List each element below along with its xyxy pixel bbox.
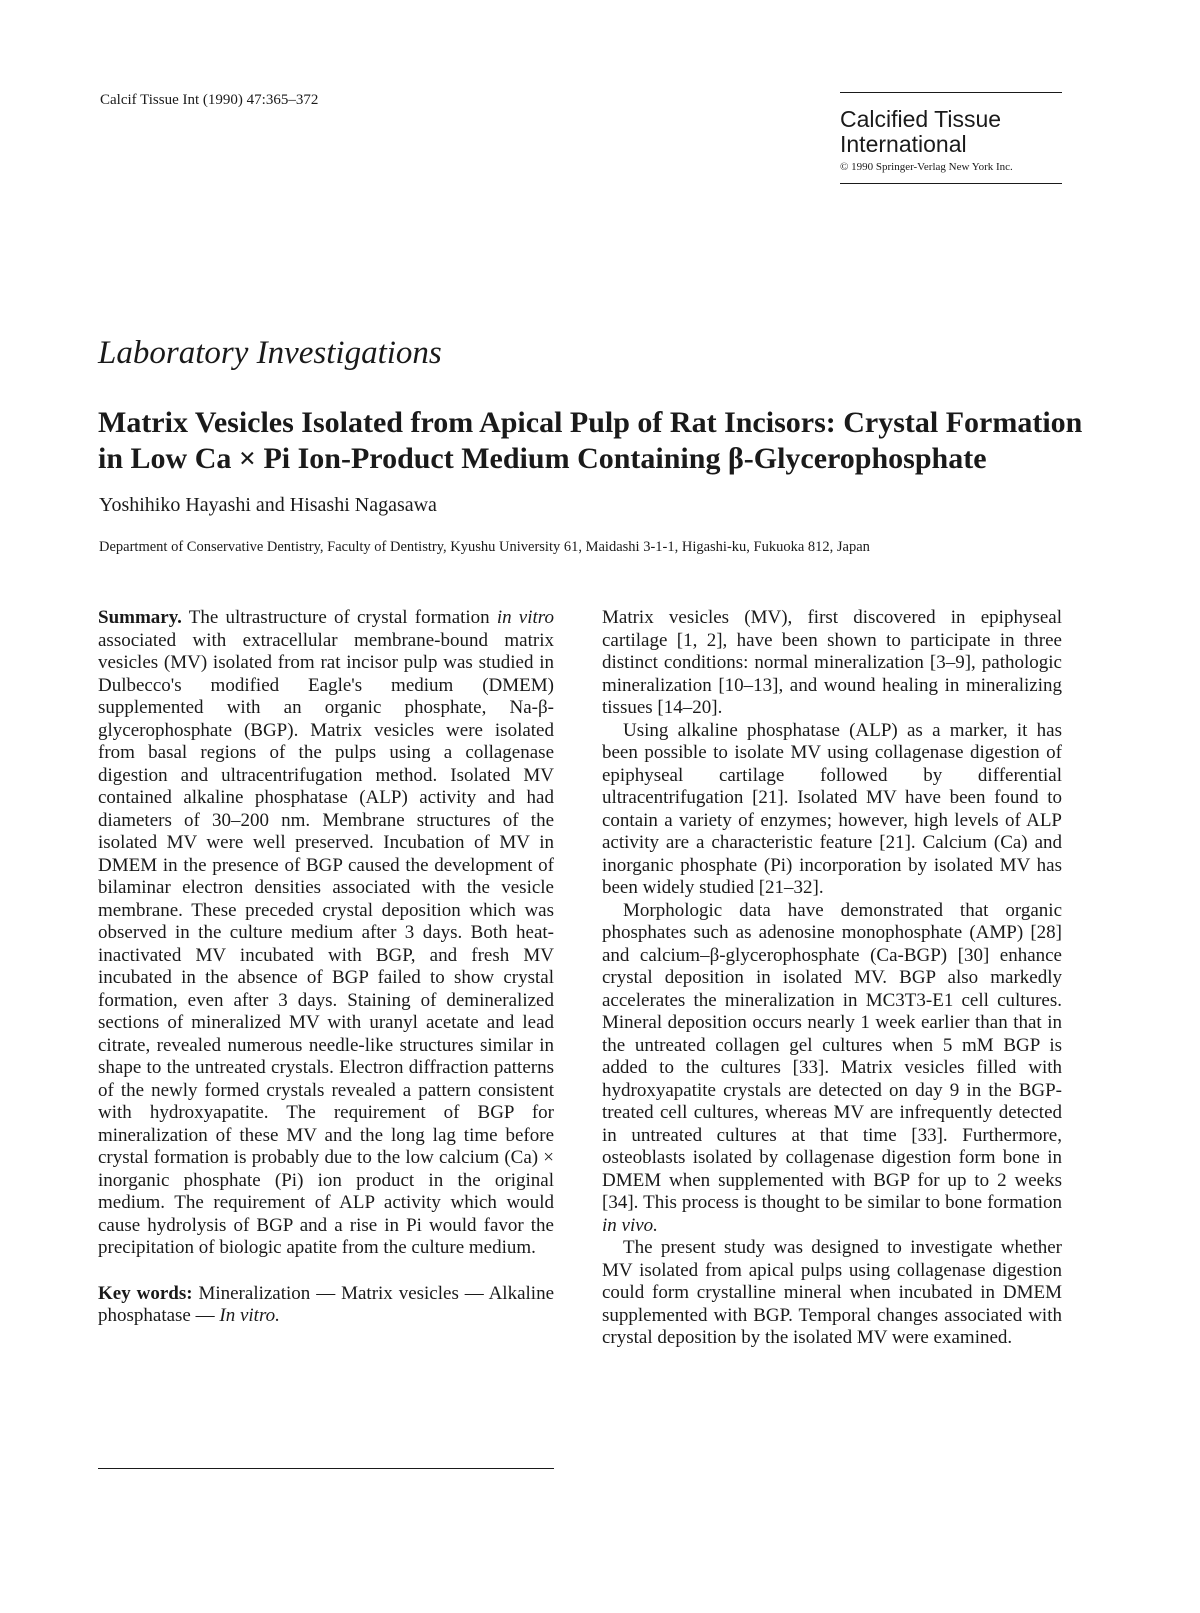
left-column: [98, 607, 554, 1328]
body-paragraph-2: Using alkaline phosphatase (ALP) as a marker, it has been possible to isolate MV using collagenase digestion of epiphyseal cartilage followed by differential ultracentrifugation [21]. Isolated MV have been found to contain a variety of enzymes; however, high levels of ALP activity are a characteristic feature [21]. Calcium (Ca) and inorganic phosphate (Pi) incorporation by isolated MV has been widely studied [21–32].: [602, 719, 1062, 898]
keywords-text-italic: In vitro.: [219, 1305, 280, 1326]
body-paragraph-3-text: Morphologic data have demonstrated that organic phosphates such as adenosine monophosphate (AMP) [28] and calcium–β-glycerophosphate (Ca-BGP) [30] enhance crystal deposition in isolated MV. BGP also markedly accelerates the mineralization in MC3T3-E1 cell cultures. Mineral deposition occurs nearly 1 week earlier than that in the untreated collagen gel cultures when 5 mM BGP is added to the cultures [33]. Matrix vesicles filled with hydroxyapatite crystals are detected on day 9 in the BGP-treated cell cultures, whereas MV are infrequently detected in untreated cultures at that time [33]. Furthermore, osteoblasts isolated by collagenase digestion form bone in DMEM when supplemented with BGP for up to 2 weeks [34]. This process is thought to be similar to bone formation: [602, 899, 1062, 1213]
journal-name: [840, 107, 1062, 157]
title-line1: Matrix Vesicles Isolated from Apical Pulp of Rat Incisors: Crystal Formation: [98, 406, 1083, 439]
masthead-bottom-rule: [840, 183, 1062, 184]
summary-text-italic: in vitro: [496, 607, 554, 628]
summary-paragraph: [98, 607, 554, 1260]
journal-masthead: [840, 92, 1062, 184]
body-paragraph-4: The present study was designed to investigate whether MV isolated from apical pulps using collagenase digestion could form crystalline mineral when incubated in DMEM supplemented with BGP. Temporal changes associated with crystal deposition by the isolated MV were examined.: [602, 1237, 1062, 1348]
article-title: [98, 405, 1098, 477]
title-line2: in Low Ca × Pi Ion-Product Medium Containing β-Glycerophosphate: [98, 442, 987, 475]
journal-citation: Calcif Tissue Int (1990) 47:365–372: [100, 92, 319, 108]
summary-text-a: The ultrastructure of crystal formation: [181, 607, 497, 628]
right-column: [602, 607, 1062, 1350]
footnote-rule: [98, 1468, 554, 1469]
journal-name-line2: International: [840, 131, 967, 157]
copyright-notice: © 1990 Springer-Verlag New York Inc.: [840, 161, 1013, 173]
masthead-top-rule: [840, 92, 1062, 93]
body-paragraph-3: [602, 900, 1062, 1238]
summary-text-b: associated with extracellular membrane-bound matrix vesicles (MV) isolated from rat incisor pulp was studied in Dulbecco's modified Eagle's medium (DMEM) supplemented with an organic phosphate, Na-β-glycerophosphate (BGP). Matrix vesicles were isolated from basal regions of the pulps using a collagenase digestion and ultracentrifugation method. Isolated MV contained alkaline phosphatase (ALP) activity and had diameters of 30–200 nm. Membrane structures of the isolated MV were well preserved. Incubation of MV in DMEM in the presence of BGP caused the development of bilaminar electron densities associated with the vesicle membrane. These preceded crystal deposition which was observed in the culture medium after 3 days. Both heat-inactivated MV incubated with BGP, and fresh MV incubated in the absence of BGP failed to show crystal formation, even after 3 days. Staining of demineralized sections of mineralized MV with uranyl acetate and lead citrate, revealed numerous needle-like structures similar in shape to the untreated crystals. Electron diffraction patterns of the newly formed crystals revealed a pattern consistent with hydroxyapatite. The requirement of BGP for mineralization of these MV and the long lag time before crystal formation is probably due to the low calcium (Ca) × inorganic phosphate (Pi) ion product in the original medium. The requirement of ALP activity which would cause hydrolysis of BGP and a rise in Pi would favor the precipitation of biologic apatite from the culture medium.: [98, 629, 554, 1258]
body-paragraph-1: Matrix vesicles (MV), first discovered in epiphyseal cartilage [1, 2], have been shown to participate in three distinct conditions: normal mineralization [3–9], pathologic mineralization [10–13], and wound healing in mineralizing tissues [14–20].: [602, 607, 1062, 718]
keywords-paragraph: [98, 1283, 554, 1328]
authors: Yoshihiko Hayashi and Hisashi Nagasawa: [99, 494, 437, 516]
affiliation: Department of Conservative Dentistry, Faculty of Dentistry, Kyushu University 61, Maidashi 3-1-1, Higashi-ku, Fukuoka 812, Japan: [99, 539, 870, 555]
journal-name-line1: Calcified Tissue: [840, 106, 1002, 132]
keywords-text: Mineralization — Matrix vesicles — Alkaline phosphatase —: [98, 1282, 554, 1326]
keywords-heading: Key words:: [98, 1282, 193, 1304]
summary-heading: Summary.: [98, 607, 182, 628]
body-paragraph-3-italic: in vivo.: [602, 1214, 658, 1236]
section-label: Laboratory Investigations: [98, 335, 442, 371]
